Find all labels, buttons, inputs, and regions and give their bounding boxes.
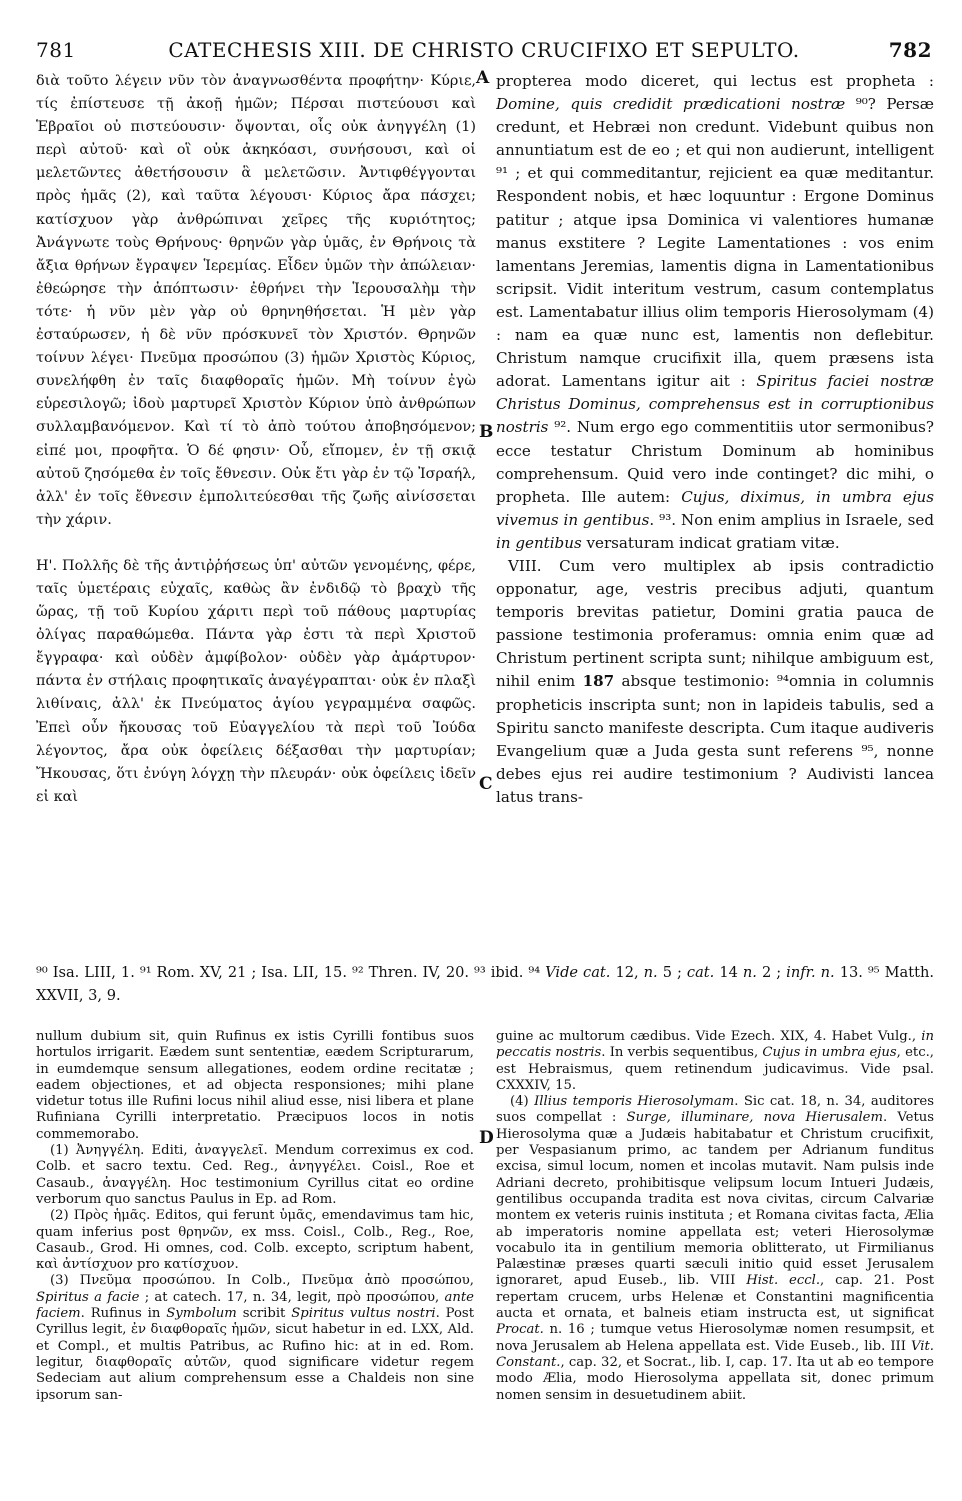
greek-paragraph-2: Η'. Πολλῆς δὲ τῆς ἀντιῤῥήσεως ὑπ' αὐτῶν γενομένης, φέρε, ταῖς ὑμετέραις εὐχαῖς, καθὼς ἂν ἐνδιδῷ τὸ βραχὺ τῆς ὥρας, τῇ τοῦ Κυρίου χάριτι περὶ τοῦ πάθους μαρτυρίας ὀλίγας παραθώμεθα. Πάντα γὰρ ἐστι τὰ περὶ Χριστοῦ ἔγγραφα· καὶ οὐδὲν ἀμφίβολον· οὐδὲν γὰρ ἀμάρτυρον· πάντα ἐν στήλαις προφητικαῖς ἀναγέγραπται· οὐκ ἐν πλαξὶ λιθίναις, ἀλλ' ἐκ Πνεύματος ἁγίου γεγραμμένα σαφῶς. Ἐπεὶ οὖν ἤκουσας τοῦ Εὐαγγελίου τὰ περὶ τοῦ Ἰούδα λέγοντος, ἄρα οὐκ ὀφείλεις δέξασθαι τὴν μαρτυρίαν; Ἤκουσας, ὅτι ἐνύγη λόγχῃ τὴν πλευράν· οὐκ ὀφείλεις ἰδεῖν εἰ καὶ xyxy=(36,557,476,805)
ref-text: Vide cat. xyxy=(545,964,611,981)
note-text: Hist. eccl. xyxy=(746,1273,821,1289)
note-text: Illius temporis Hierosolymam xyxy=(534,1094,735,1110)
latin-text: absque testimonio: ⁹⁴omnia in columnis propheticis inscripta sunt; non in lapideis tabulis, sed a Spiritu sancto manifeste descripta. Cum itaque audiveris Evangelium quæ a Juda gesta sunt referens ⁹⁵, nonne debes ejus rei audire testimonium ? Audivisti lancea latus trans- xyxy=(496,672,934,806)
latin-text: ⁹⁰? Persæ credunt, et Hebræi non credunt. Videbunt quibus non annuntiatum est de eo ; et qui non audierunt, intelligent ⁹¹ ; et qui commeditantur, rejicient ea quæ meditantur. Respondent nobis, et hæc loquuntur : Ergone Dominus patitur ; atque ipsa Dominica vi valentiores humanæ manus exstitere ? Legite Lamentationes : vos enim lamentans Jeremias, lamentis digna in Lamentationibus scripsit. Vidit interitum vestrum, casum contemplatus est. Lamentabatur illius olim temporis Hierosolymam (4) : nam ea quæ nunc est, lamentis non deflebitur. Christum namque crucifixit illa, quem præsens ista adorat. Lamentans igitur ait : xyxy=(496,95,934,391)
margin-marker-c: C xyxy=(479,774,493,794)
ref-text: 13. ⁹⁵ Matth. XXVII, 3, 9. xyxy=(36,964,935,1004)
latin-text: VIII. Cum vero multiplex ab ipsis contradictio opponatur, age, vestris precibus adjuti, quantum temporis brevitas patietur, Domini gratia pauca de passione testimonia proferamus: omnia enim quæ ad Christum pertinent scripta sunt; nihilque ambiguum est, nihil enim xyxy=(496,556,934,691)
note-2: (2) Πρὸς ἡμᾶς. Editos, qui ferunt ὑμᾶς, emendavimus tam hic, quam inferius post θρηνῶν, ex mss. Coisl., Colb., Reg., Roe, Casaub., Grod. Hi omnes, cod. Colb. excepto, scriptum habent, καὶ ἀντίσχυον pro κατίσχυον. xyxy=(36,1208,474,1273)
margin-marker-a: A xyxy=(476,68,490,88)
ref-text: 12, xyxy=(610,964,644,981)
note-text: (3) Πνεῦμα προσώπου. In Colb., Πνεῦμα ἀπὸ προσώπου, xyxy=(50,1273,474,1289)
note-text: . Post Cyrillus legit, ἐν διαφθοραῖς ἡμῶν, sicut habetur in ed. LXX, Ald. et Compl., et multis Patribus, ac Rufino hic: at in ed. Rom. legitur, διαφθοραῖς αὐτῶν, quod significare videtur regem Sedeciam aut alium comprehensum esse a Chaldeis non sine ipsorum san- xyxy=(36,1306,474,1403)
note-text: , cap. 21. Post repertam crucem, urbs Helenæ et Constantini magnificentia aucta et ornata, et balneis etiam instructa est, ut significat xyxy=(496,1273,934,1322)
ref-text: infr. n. xyxy=(786,964,835,981)
running-title: CATECHESIS XIII. DE CHRISTO CRUCIFIXO ET SEPULTO. xyxy=(168,38,800,62)
latin-paragraph-2 xyxy=(496,555,934,809)
margin-marker-d: D xyxy=(479,1128,494,1148)
note-text: . In verbis sequentibus, xyxy=(601,1045,763,1061)
note-1: (1) Ἀνηγγέλη. Editi, ἀναγγελεῖ. Mendum correximus ex cod. Colb. et sacro textu. Ced. Reg., ἀνηγγέλει. Coisl., Roe et Casaub., ἀναγγέλη. Hoc testimonium Cyrillus citat eo ordine verborum quo sanctus Paulus in Ep. ad Rom. xyxy=(36,1143,474,1207)
note-text: scribit xyxy=(236,1306,292,1322)
page-number-right: 782 xyxy=(888,38,932,62)
notes-left-column xyxy=(36,1029,474,1404)
note-text: in peccatis nostris xyxy=(496,1029,934,1061)
ref-text: n. xyxy=(742,964,757,981)
page-header xyxy=(36,38,932,64)
scripture-references xyxy=(36,961,934,1007)
note-continuation xyxy=(496,1029,934,1094)
note-text: Spiritus vultus nostri xyxy=(291,1306,436,1322)
note-intro: nullum dubium sit, quin Rufinus ex istis Cyrilli fontibus suos hortulos irrigarit. Eædem sunt sententiæ, eædem Scripturarum, in eumdemque sensum allegationes, eodem ordine recitatæ ; eadem objectiones, et ad objecta responsiones; mihi plane videtur totus ille Rufini locus nihil aliud esse, nisi libera et plane Rufiniana Cyrilli interpretatio. Præcipuos locos in notis commemorabo. xyxy=(36,1029,474,1142)
note-text: Spiritus a facie xyxy=(36,1289,140,1305)
latin-quote: Spiritus faciei nostræ Christus Dominus, comprehensus est in corruptionibus nostris xyxy=(496,372,934,437)
ref-text: cat. xyxy=(686,964,715,981)
page-number-left: 781 xyxy=(36,38,76,62)
latin-quote: in gentibus xyxy=(496,533,582,552)
note-text: . Sic cat. 18, n. 34, auditores suos compellat : xyxy=(496,1094,934,1126)
note-3 xyxy=(36,1273,474,1403)
note-text: . Rufinus in xyxy=(80,1306,167,1322)
page-break-marker: 187 xyxy=(582,672,615,691)
note-4 xyxy=(496,1094,934,1404)
note-text: . Vetus Hierosolyma quæ a Judæis habitabatur et Christum crucifixit, per Vespasianum primo, ac tandem per Adrianum funditus excisa, simul locum, nomen et incolas mutavit. Nam pulsis inde Adriani decreto, prohibitisque velipsum locum Intueri Judæis, gentilibus occupanda tradita est nova civitas, circum Calvariæ montem ex veteris ruinis instituta ; et Romana civitas facta, Ælia ab imperatoris nomine appellata est; veteri Hierosolymæ vocabulo ita in gentilium memoria oblitterato, ut Firmilianus Palæstinæ præses quarti sæculi initio quid esset Jerusalem ignoraret, apud Euseb., lib. VIII xyxy=(496,1110,934,1289)
notes-right-column xyxy=(496,1029,934,1404)
latin-quote: Domine, quis credidit prædicationi nostræ xyxy=(496,95,846,114)
ref-text: ⁹⁰ Isa. LIII, 1. ⁹¹ Rom. XV, 21 ; Isa. LII, 15. ⁹² Thren. IV, 20. ⁹³ ibid. ⁹⁴ xyxy=(36,964,546,981)
latin-text: versaturam indicat gratiam vitæ. xyxy=(581,533,840,552)
note-text: , etc., est Hebraismus, quem retinendum judicavimus. Vide psal. CXXXIV, 15. xyxy=(496,1045,934,1093)
note-text: ; at catech. 17, n. 34, legit, πρὸ προσώπου, xyxy=(139,1289,445,1305)
latin-text-column xyxy=(496,70,934,809)
note-text: Symbolum xyxy=(166,1306,237,1322)
note-text: (4) xyxy=(510,1094,535,1110)
greek-text-column xyxy=(36,70,476,809)
ref-text: 5 ; xyxy=(657,964,687,981)
ref-text: 14 xyxy=(714,964,743,981)
note-text: ante faciem xyxy=(36,1289,474,1322)
note-text: Procat. xyxy=(496,1322,544,1338)
greek-paragraph-1: διὰ τοῦτο λέγειν νῦν τὸν ἀναγνωσθέντα προφήτην· Κύριε, τίς ἐπίστευσε τῇ ἀκοῇ ἡμῶν; Πέρσαι πιστεύουσι καὶ Ἑβραῖοι οὐ πιστεύουσιν· ὄψονται, οἷς οὐκ ἀνηγγέλη (1) περὶ αὐτοῦ· καὶ οἳ οὐκ ἀκηκόασι, συνήσουσι, καὶ οἱ μελετῶντες ἀθετήσουσιν ἃ μελετῶσιν. Ἀντιφθέγγονται πρὸς ἡμᾶς (2), καὶ ταῦτα λέγουσι· Κύριος ἄρα πάσχει; κατίσχυον γὰρ ἀνθρώπιναι χεῖρες τῆς κυριότητος; Ἀνάγνωτε τοὺς Θρήνους· θρηνῶν γὰρ ὑμᾶς, ἐν Θρήνοις τὰ ἄξια θρήνων ἔγραψεν Ἱερεμίας. Εἶδεν ὑμῶν τὴν ἀπώλειαν· ἐθεώρησε τὴν ἀπόπτωσιν· ἐθρήνει τὴν Ἱερουσαλὴμ τὴν τότε· ἡ νῦν μὲν γὰρ οὐ θρηνηθήσεται. Ἡ μὲν γὰρ ἐσταύρωσεν, ἡ δὲ νῦν πρόσκυνεῖ τὸν Χριστόν. Θρηνῶν τοίνυν λέγει· Πνεῦμα προσώπου (3) ἡμῶν Χριστὸς Κύριος, συνελήφθη ἐν ταῖς διαφθοραῖς ἡμῶν. Μὴ τοίνυν ἐγὼ εὑρεσιλογῶ; ἰδοὺ μαρτυρεῖ Χριστὸν Κύριον ὑπὸ ἀνθρώπων συλλαμβανόμενον. Καὶ τί τὸ ἀπὸ τούτου ἀποβησόμενον; εἰπέ μοι, προφῆτα. Ὁ δέ φησιν· Οὗ, εἴπομεν, ἐν τῇ σκιᾷ αὐτοῦ ζησόμεθα ἐν τοῖς ἔθνεσιν. Οὐκ ἔτι γὰρ ἐν τῷ Ἰσραήλ, ἀλλ' ἐν τοῖς ἔθνεσιν ἐμπολιτεύεσθαι τῆς ζωῆς αἰνίσσεται τὴν χάριν. xyxy=(36,73,476,528)
note-text: , cap. 32, et Socrat., lib. I, cap. 17. Ita ut ab eo tempore modo Ælia, modo Hierosolyma appellata sit, donec primum nomen sensim in desuetudinem abiit. xyxy=(496,1354,934,1403)
latin-text: ⁹². Num ergo ego commentitiis utor sermonibus? ecce testatur Christum Dominum ab hominibus comprehensum. Quid vero inde continget? dic mihi, o propheta. Ille autem: xyxy=(496,418,934,506)
note-text: guine ac multorum cædibus. Vide Ezech. XIX, 4. Habet Vulg., xyxy=(496,1029,922,1044)
latin-text: . ⁹³. Non enim amplius in Israele, sed xyxy=(649,510,934,529)
ref-text: 2 ; xyxy=(756,964,787,981)
note-text: n. 16 ; tumque vetus Hierosolymæ nomen resumpsit, et nova Jerusalem ab Helena appellata est. Vide Euseb., lib. III xyxy=(496,1322,934,1354)
note-text: Vit. Constant. xyxy=(496,1338,934,1370)
margin-marker-b: B xyxy=(479,422,494,442)
note-text: Cujus in umbra ejus xyxy=(762,1045,897,1061)
note-text: Surge, illuminare, nova Hierusalem xyxy=(626,1110,883,1126)
latin-paragraph-1 xyxy=(496,70,934,555)
latin-quote: Cujus, diximus, in umbra ejus vivemus in gentibus xyxy=(496,487,934,529)
latin-text: propterea modo diceret, qui lectus est propheta : xyxy=(496,72,934,90)
ref-text: n. xyxy=(643,964,658,981)
